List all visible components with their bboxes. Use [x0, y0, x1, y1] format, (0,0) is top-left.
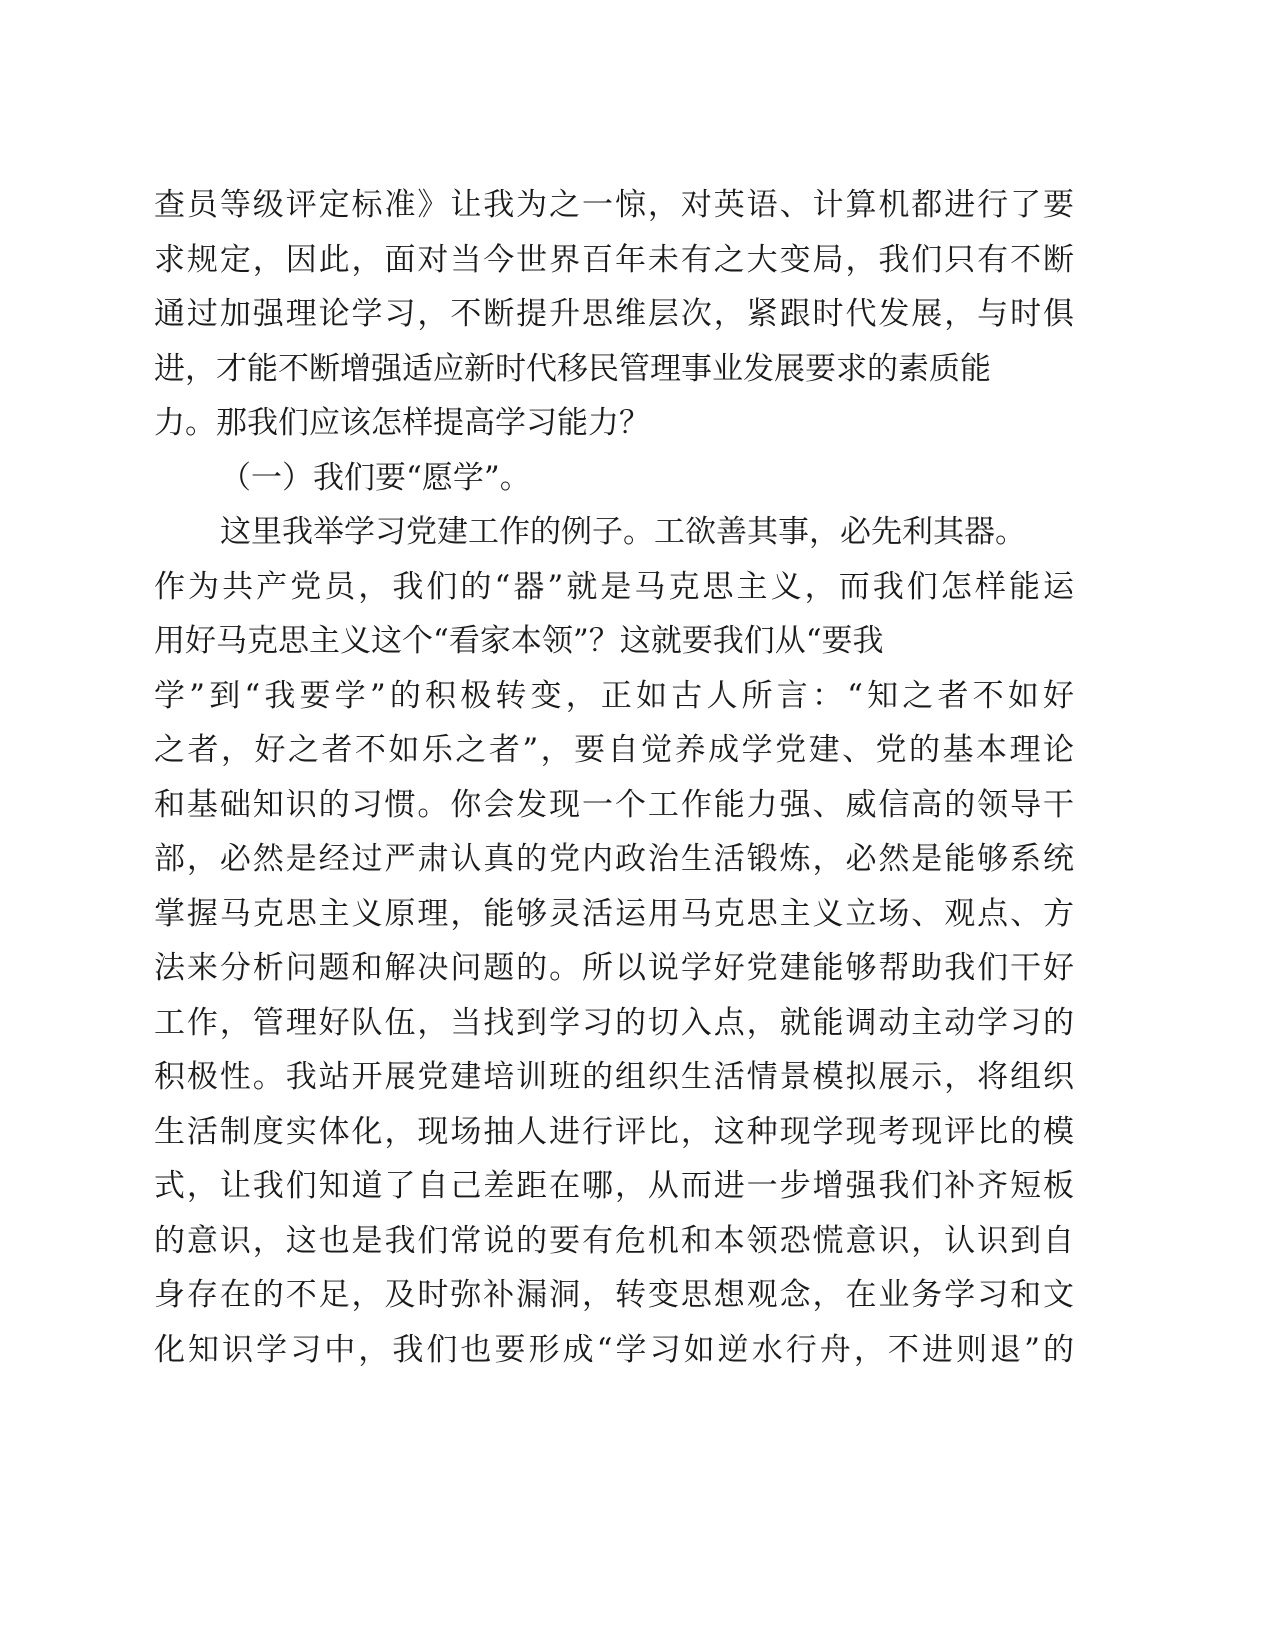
text-line: 部，必然是经过严肃认真的党内政治生活锻炼，必然是能够系统	[154, 841, 1074, 877]
text-line: 学”到“我要学”的积极转变，正如古人所言：“知之者不如好	[154, 677, 1074, 714]
text-line: 进，才能不断增强适应新时代移民管理事业发展要求的素质能	[154, 350, 991, 387]
text-line: 之者，好之者不如乐之者”，要自觉养成学党建、党的基本理论	[154, 732, 1074, 768]
text-line: 式，让我们知道了自己差距在哪，从而进一步增强我们补齐短板	[154, 1168, 1074, 1204]
text-line: 积极性。我站开展党建培训班的组织生活情景模拟展示，将组织	[154, 1059, 1074, 1095]
text-line: 用好马克思主义这个“看家本领”？这就要我们从“要我	[154, 623, 884, 659]
text-line: 和基础知识的习惯。你会发现一个工作能力强、威信高的领导干	[154, 786, 1074, 823]
text-line: 工作，管理好队伍，当找到学习的切入点，就能调动主动学习的	[154, 1004, 1074, 1041]
text-line: 的意识，这也是我们常说的要有危机和本领恐慌意识，认识到自	[154, 1222, 1074, 1259]
paragraph-last-line: 力。那我们应该怎样提高学习能力？	[154, 405, 650, 441]
text-line: 查员等级评定标准》让我为之一惊，对英语、计算机都进行了要	[154, 187, 1074, 223]
section-heading: （一）我们要“愿学”。	[220, 459, 531, 496]
text-line: 作为共产党员，我们的“器”就是马克思主义，而我们怎样能运	[154, 568, 1074, 605]
text-line: 生活制度实体化，现场抽人进行评比，这种现学现考现评比的模	[154, 1113, 1074, 1150]
text-line: 求规定，因此，面对当今世界百年未有之大变局，我们只有不断	[154, 241, 1074, 278]
text-line: 身存在的不足，及时弥补漏洞，转变思想观念，在业务学习和文	[154, 1277, 1074, 1313]
paragraph-first-line: 这里我举学习党建工作的例子。工欲善其事，必先利其器。	[220, 514, 1026, 550]
document-body	[154, 178, 1074, 1377]
text-line: 化知识学习中，我们也要形成“学习如逆水行舟，不进则退”的	[154, 1331, 1074, 1368]
text-line: 通过加强理论学习，不断提升思维层次，紧跟时代发展，与时俱	[154, 296, 1074, 332]
text-line: 掌握马克思主义原理，能够灵活运用马克思主义立场、观点、方	[154, 895, 1074, 932]
text-line: 法来分析问题和解决问题的。所以说学好党建能够帮助我们干好	[154, 950, 1074, 986]
